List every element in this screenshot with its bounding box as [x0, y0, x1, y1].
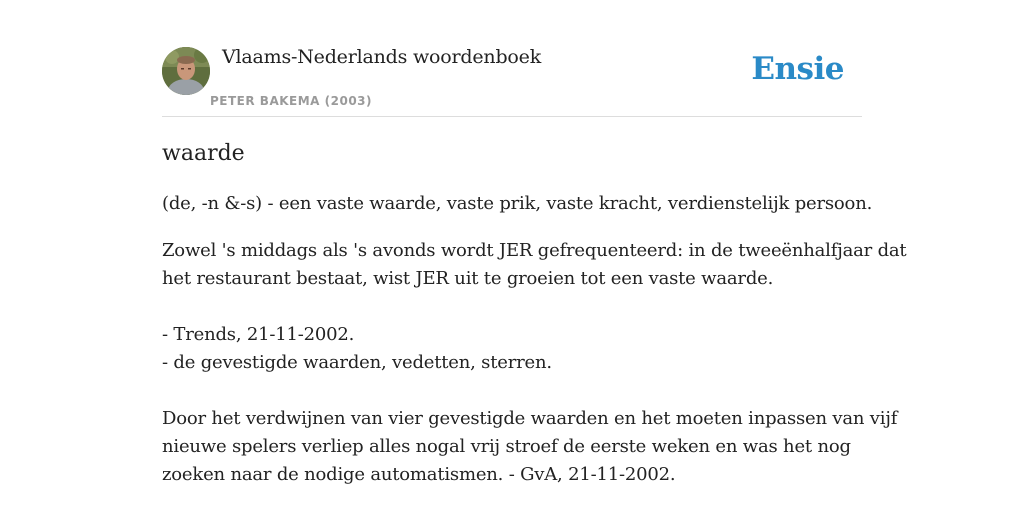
dictionary-title[interactable]: Vlaams-Nederlands woordenboek [222, 46, 542, 68]
example-line: het restaurant bestaat, wist JER uit te groeien tot een vaste waarde. [162, 268, 774, 289]
sense-line: - de gevestigde waarden, vedetten, sterren. [162, 352, 552, 373]
definition: (de, -n &-s) - een vaste waarde, vaste prik, vaste kracht, verdienstelijk persoon. [162, 193, 873, 214]
example-line: Zowel 's middags als 's avonds wordt JER gefrequenteerd: in de tweeënhalfjaar dat [162, 240, 907, 261]
source-line: - Trends, 21-11-2002. [162, 324, 355, 345]
author-avatar[interactable] [162, 47, 210, 95]
entry-content [162, 138, 907, 489]
headword: waarde [162, 141, 245, 166]
entry-header [162, 45, 862, 117]
example-text [162, 237, 907, 489]
author-name[interactable]: PETER BAKEMA (2003) [210, 94, 372, 108]
blank-line [162, 377, 862, 405]
blank-line [162, 293, 862, 321]
example-line: zoeken naar de nodige automatismen. - GvA, 21-11-2002. [162, 464, 676, 485]
ensie-logo[interactable]: Ensie [751, 51, 844, 87]
example-line: Door het verdwijnen van vier gevestigde waarden en het moeten inpassen van vijf [162, 408, 898, 429]
example-line: nieuwe spelers verliep alles nogal vrij stroef de eerste weken en was het nog [162, 436, 851, 457]
avatar-photo-icon [162, 47, 210, 95]
